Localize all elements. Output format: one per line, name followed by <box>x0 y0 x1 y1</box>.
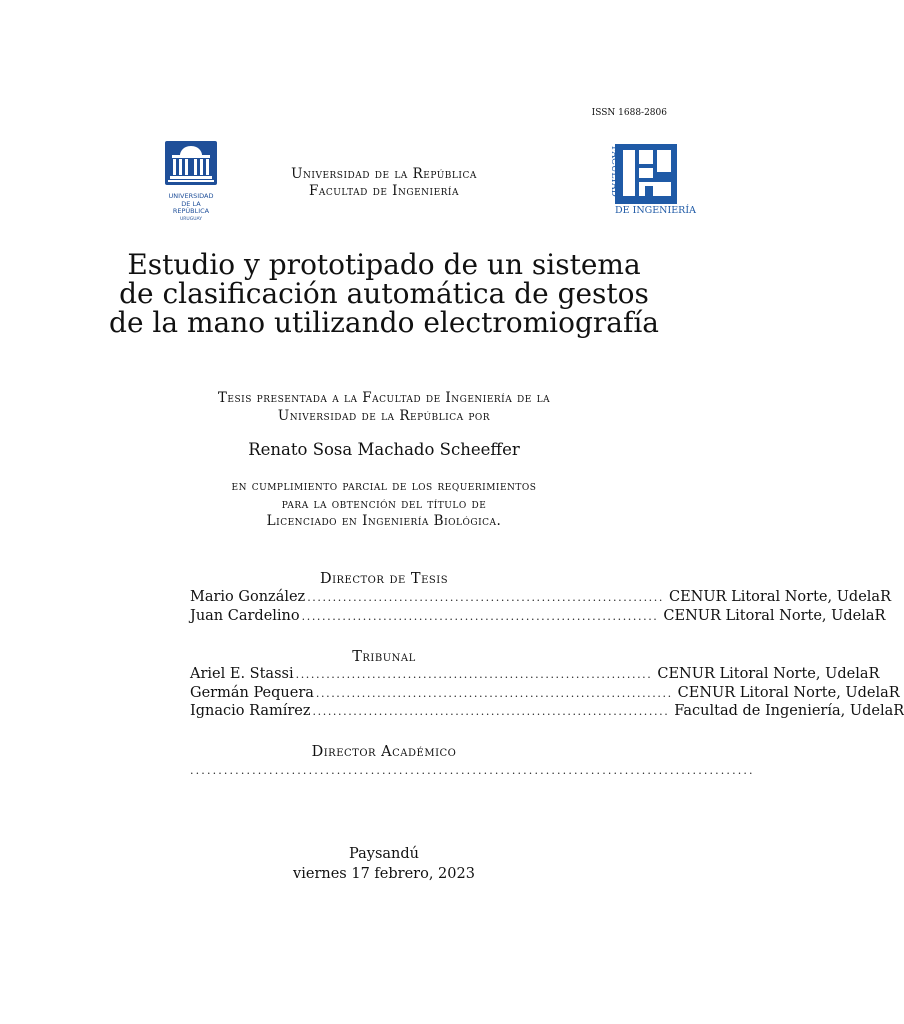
title-line-1: Estudio y prototipado de un sistema <box>127 248 641 281</box>
author-name: Renato Sosa Machado Scheeffer <box>248 440 520 459</box>
person-name: Germán Pequera <box>190 684 314 701</box>
tribunal-heading: Tribunal <box>352 649 416 665</box>
director-row <box>190 607 886 627</box>
director-heading: Director de Tesis <box>319 571 449 587</box>
dot-leader: ...................................................................... <box>315 686 673 700</box>
presented-line-1: Tesis presentada a la Facultad de Ingeniería de la <box>217 390 551 406</box>
fing-logo-vertical-text: FACULTAD <box>609 146 619 197</box>
director-row <box>190 589 891 608</box>
title-line-2: de clasificación automática de gestos <box>119 277 649 310</box>
fulfillment-line-3: Licenciado en Ingeniería Biológica. <box>266 513 502 529</box>
faculty-name: Facultad de Ingeniería <box>309 183 459 199</box>
presented-line-2: Universidad de la República por <box>277 408 491 424</box>
dot-leader: ...................................................................... <box>312 705 670 719</box>
thesis-title <box>0 250 768 337</box>
dot-leader: ...................................................................... <box>307 591 664 604</box>
academic-director-blank-line: .................................................................................................... <box>190 764 755 777</box>
udelar-logo-line1: UNIVERSIDAD <box>168 192 214 200</box>
dot-leader: ...................................................................... <box>301 609 659 623</box>
dot-leader: ...................................................................... <box>295 668 653 681</box>
date: viernes 17 febrero, 2023 <box>293 866 475 882</box>
issn-label: ISSN 1688-2806 <box>591 108 667 118</box>
person-name: Ignacio Ramírez <box>190 703 311 720</box>
fulfillment-line-2: para la obtención del título de <box>281 495 487 512</box>
udelar-logo-line2: DE LA REPÚBLICA <box>172 199 210 215</box>
university-name: Universidad de la República <box>291 166 477 182</box>
person-name: Juan Cardelino <box>190 607 300 624</box>
institution-block <box>0 166 768 200</box>
title-line-3: de la mano utilizando electromiografía <box>109 306 659 339</box>
presented-statement <box>0 389 768 425</box>
tribunal-list <box>190 666 904 722</box>
person-name: Ariel E. Stassi <box>190 666 294 682</box>
tribunal-row <box>190 703 904 722</box>
person-affiliation: CENUR Litoral Norte, UdelaR <box>668 589 891 605</box>
place: Paysandú <box>349 846 419 862</box>
person-affiliation: CENUR Litoral Norte, UdelaR <box>677 684 900 701</box>
person-name: Mario González <box>190 589 306 605</box>
place-date-block <box>0 844 768 884</box>
director-list <box>190 589 891 626</box>
fulfillment-statement <box>0 478 768 531</box>
tribunal-row <box>190 684 900 704</box>
academic-director-heading: Director Académico <box>311 744 457 760</box>
fulfillment-line-1: en cumplimiento parcial de los requerimientos <box>231 478 537 494</box>
person-affiliation: Facultad de Ingeniería, UdelaR <box>674 703 904 720</box>
person-affiliation: CENUR Litoral Norte, UdelaR <box>663 607 886 624</box>
fing-logo-bottom-text: DE INGENIERÍA <box>615 205 696 216</box>
tribunal-row <box>190 666 880 685</box>
person-affiliation: CENUR Litoral Norte, UdelaR <box>657 666 880 682</box>
udelar-logo-line3: URUGUAY <box>180 216 202 222</box>
